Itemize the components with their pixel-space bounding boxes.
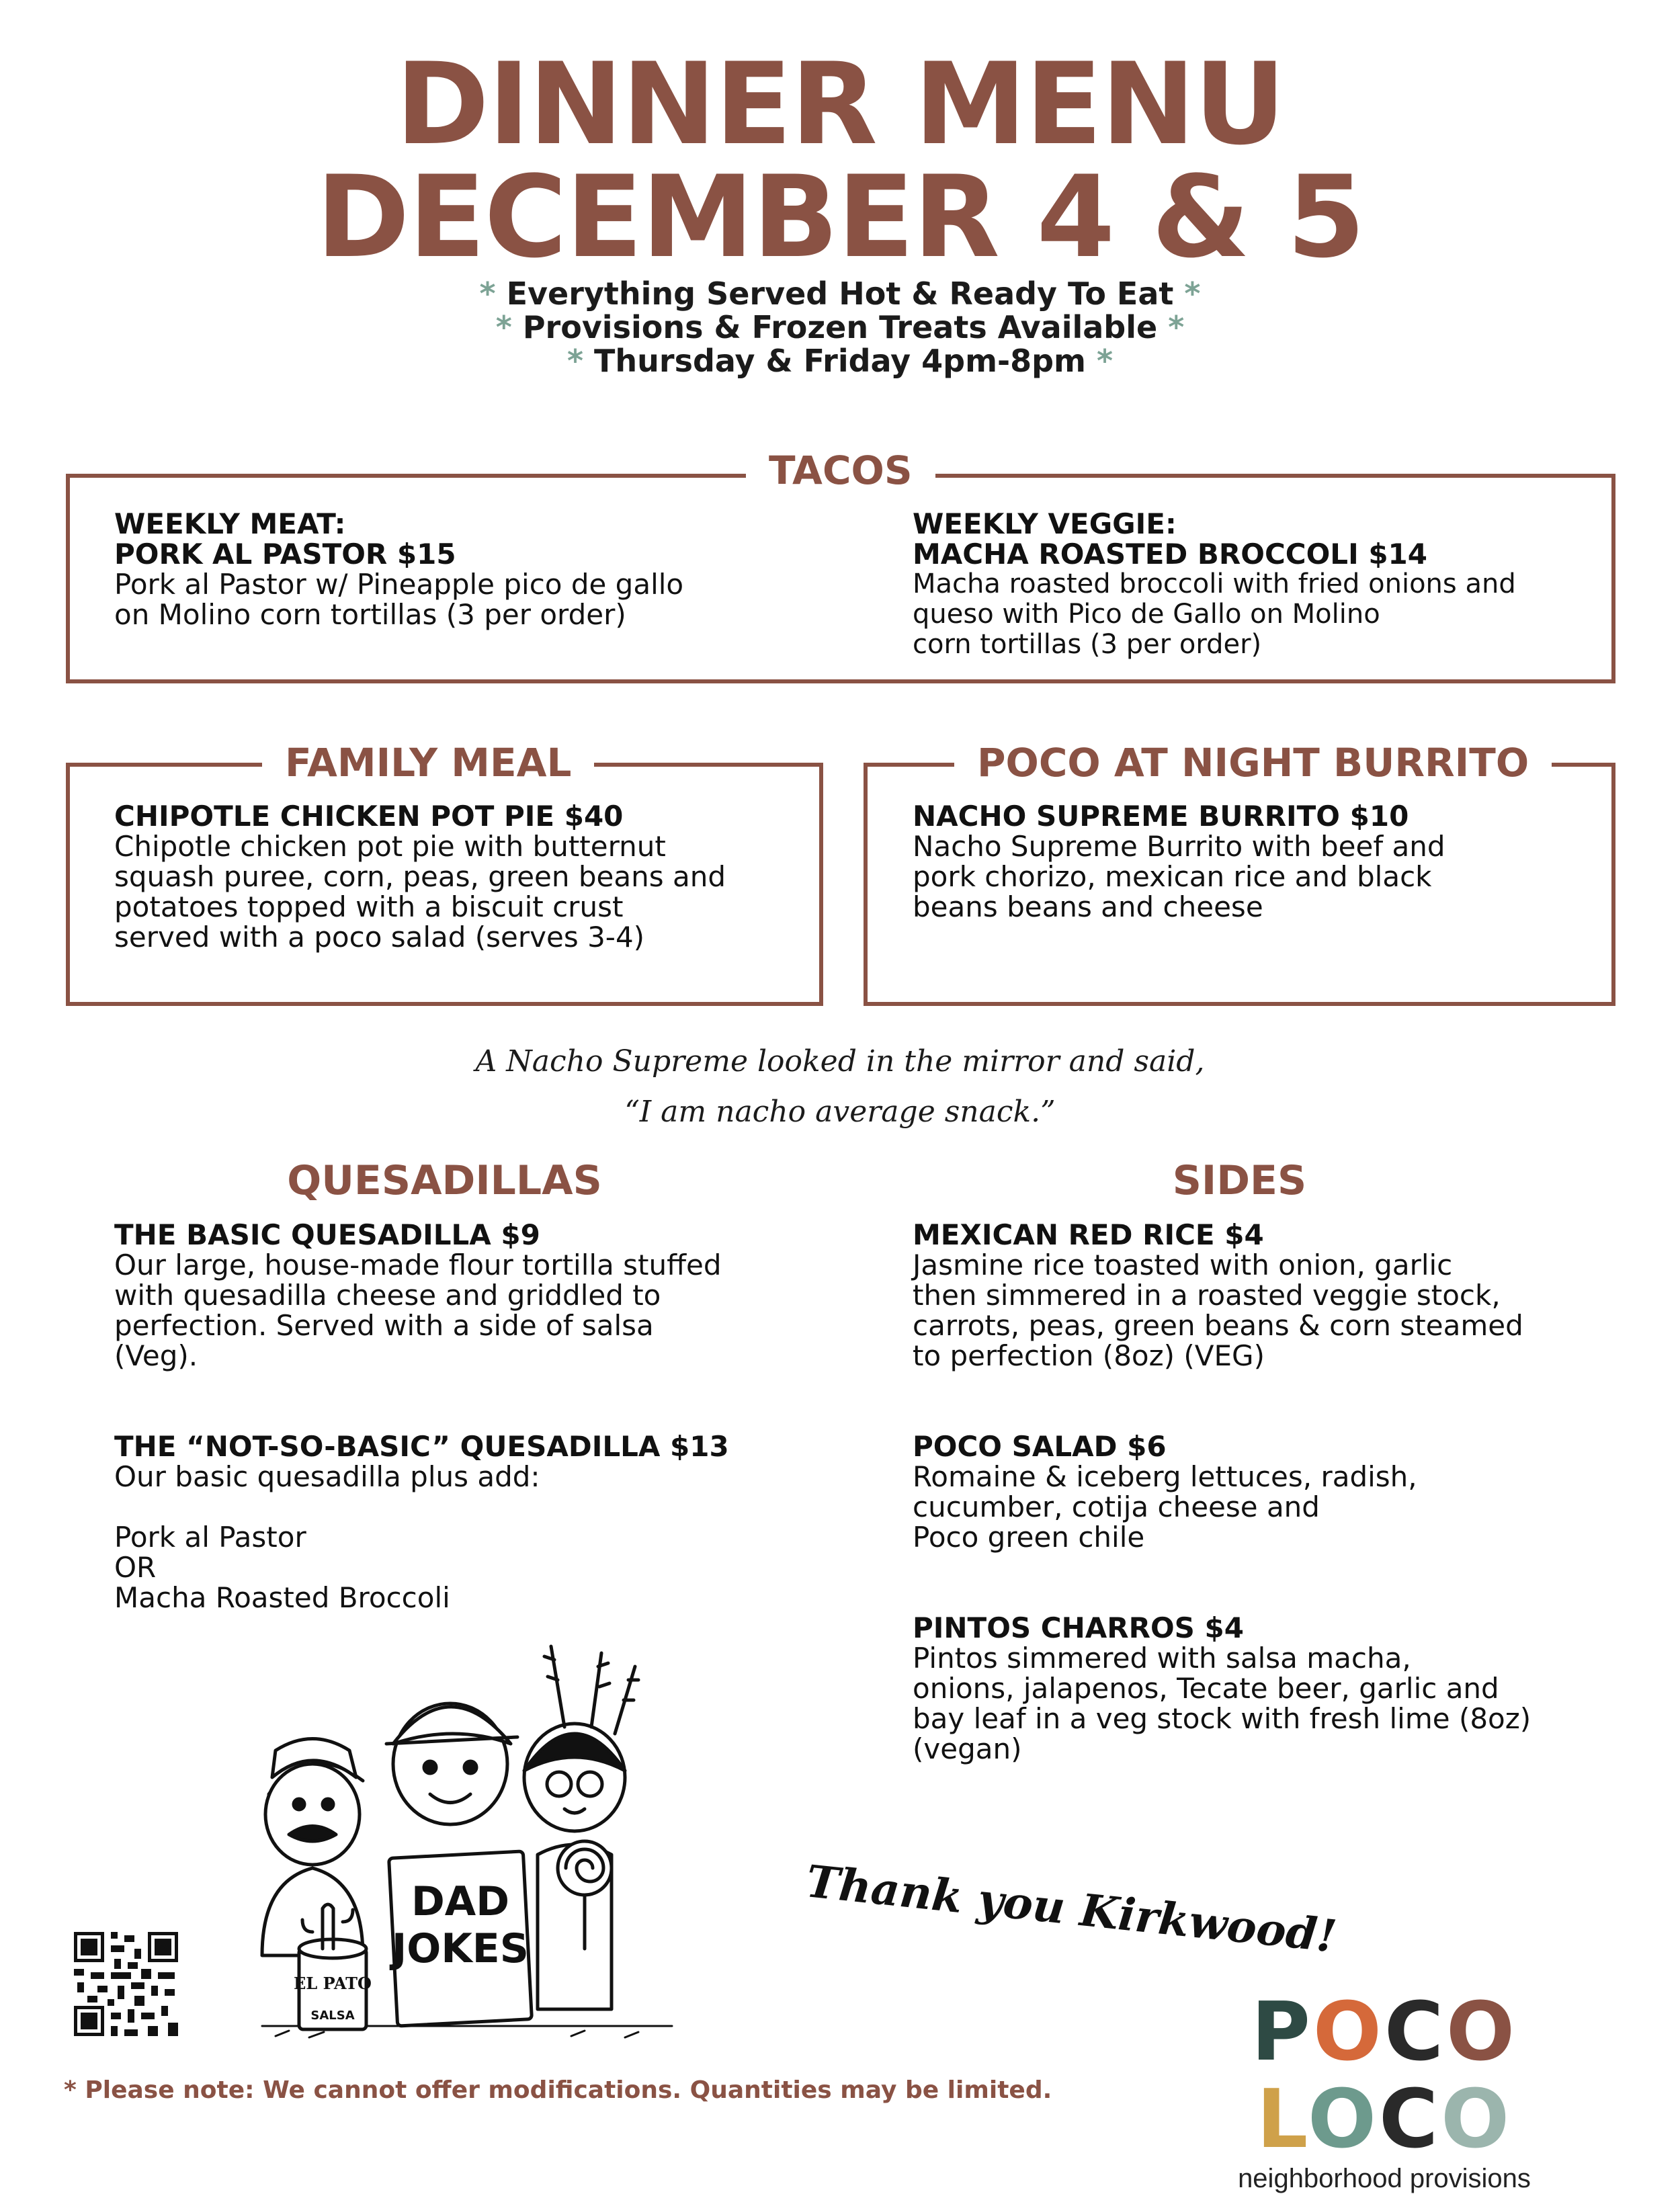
side-item-3 xyxy=(913,1613,1625,1764)
asterisk: * xyxy=(566,343,584,379)
tacos-veggie-desc-3: corn tortillas (3 per order) xyxy=(913,629,1262,660)
family-meal-desc-4: served with a poco salad (serves 3-4) xyxy=(114,921,645,954)
quesadilla-1-desc-2: with quesadilla cheese and griddled to xyxy=(114,1279,661,1312)
poco-loco-logo xyxy=(1156,1986,1613,2194)
burrito-title: POCO AT NIGHT BURRITO xyxy=(954,739,1552,786)
logo-letter: C xyxy=(1379,2073,1441,2166)
header-note-2 xyxy=(0,310,1680,344)
sign-line-1: DAD xyxy=(411,1878,510,1925)
header-note-text: Thursday & Friday 4pm-8pm xyxy=(594,343,1086,379)
quesadilla-1-desc-3: perfection. Served with a side of salsa xyxy=(114,1309,654,1342)
quesadilla-2-desc-1: Our basic quesadilla plus add: xyxy=(114,1460,540,1493)
tacos-meat xyxy=(114,509,853,630)
family-meal-desc-2: squash puree, corn, peas, green beans and xyxy=(114,860,726,893)
tacos-meat-label: WEEKLY MEAT: xyxy=(114,507,346,540)
tacos-meat-desc-1: Pork al Pastor w/ Pineapple pico de gallo xyxy=(114,568,684,601)
burrito-desc-3: beans beans and cheese xyxy=(913,890,1263,923)
quesadilla-2-desc-4: OR xyxy=(114,1551,157,1584)
tacos-veggie-name: MACHA ROASTED BROCCOLI $14 xyxy=(913,538,1427,571)
joke-line-1: A Nacho Supreme looked in the mirror and said, xyxy=(475,1044,1205,1079)
asterisk: * xyxy=(479,276,496,312)
logo-letter: O xyxy=(1312,1986,1384,2079)
quesadilla-item-1 xyxy=(114,1220,853,1371)
side-1-desc-3: carrots, peas, green beans & corn steamed xyxy=(913,1309,1523,1342)
side-item-2 xyxy=(913,1431,1625,1552)
title-line-1: DINNER MENU xyxy=(395,38,1285,170)
logo-letter: C xyxy=(1384,1986,1447,2079)
burrito-desc-1: Nacho Supreme Burrito with beef and xyxy=(913,830,1445,863)
side-1-desc-2: then simmered in a roasted veggie stock, xyxy=(913,1279,1501,1312)
tacos-veggie xyxy=(913,509,1611,660)
quesadilla-item-2 xyxy=(114,1431,853,1613)
side-1-name: MEXICAN RED RICE $4 xyxy=(913,1218,1264,1251)
side-2-desc-2: cucumber, cotija cheese and xyxy=(913,1490,1320,1523)
thank-you-text: Thank you Kirkwood! xyxy=(803,1855,1339,1963)
tacos-title: TACOS xyxy=(746,447,935,494)
joke-line-2: “I am nacho average snack.” xyxy=(624,1095,1056,1129)
qr-code[interactable] xyxy=(71,1929,181,2039)
side-1-desc-1: Jasmine rice toasted with onion, garlic xyxy=(913,1249,1453,1281)
tacos-veggie-label: WEEKLY VEGGIE: xyxy=(913,507,1177,540)
family-meal-desc-1: Chipotle chicken pot pie with butternut xyxy=(114,830,666,863)
quesadilla-2-desc-spacer xyxy=(114,1492,853,1522)
quesadillas-title: QUESADILLAS xyxy=(287,1157,602,1204)
burrito-item xyxy=(913,801,1611,922)
side-2-desc-1: Romaine & iceberg lettuces, radish, xyxy=(913,1460,1417,1493)
header-note-1 xyxy=(0,277,1680,310)
quesadilla-2-desc-5: Macha Roasted Broccoli xyxy=(114,1581,450,1614)
logo-tagline: neighborhood provisions xyxy=(1238,2164,1531,2193)
side-3-desc-1: Pintos simmered with salsa macha, xyxy=(913,1642,1411,1675)
title-line-2: DECEMBER 4 & 5 xyxy=(316,151,1364,283)
side-item-1 xyxy=(913,1220,1625,1371)
tacos-meat-name: PORK AL PASTOR $15 xyxy=(114,538,456,571)
quesadilla-2-desc-3: Pork al Pastor xyxy=(114,1521,306,1554)
side-2-name: POCO SALAD $6 xyxy=(913,1430,1167,1463)
quesadilla-2-name: THE “NOT-SO-BASIC” QUESADILLA $13 xyxy=(114,1430,729,1463)
header-note-3 xyxy=(0,344,1680,378)
side-1-desc-4: to perfection (8oz) (VEG) xyxy=(913,1339,1265,1372)
logo-letter: O xyxy=(1308,2073,1380,2166)
asterisk: * xyxy=(1096,343,1114,379)
side-3-desc-3: bay leaf in a veg stock with fresh lime (8oz) xyxy=(913,1702,1531,1735)
tacos-meat-desc-2: on Molino corn tortillas (3 per order) xyxy=(114,598,626,631)
side-3-desc-4: (vegan) xyxy=(913,1732,1022,1765)
sign-line-2: JOKES xyxy=(391,1925,530,1972)
dad-jokes-illustration xyxy=(249,1633,685,2050)
header-note-text: Everything Served Hot & Ready To Eat xyxy=(506,276,1174,312)
side-3-desc-2: onions, jalapenos, Tecate beer, garlic and xyxy=(913,1672,1499,1705)
footer-note: * Please note: We cannot offer modifications. Quantities may be limited. xyxy=(64,2076,1052,2104)
asterisk: * xyxy=(1184,276,1201,312)
logo-letter: L xyxy=(1256,2073,1308,2166)
quesadilla-1-name: THE BASIC QUESADILLA $9 xyxy=(114,1218,540,1251)
can-sub-label: SALSA xyxy=(310,2009,355,2023)
can-label: EL PATO xyxy=(294,1974,372,1993)
quesadilla-1-desc-4: (Veg). xyxy=(114,1339,198,1372)
burrito-desc-2: pork chorizo, mexican rice and black xyxy=(913,860,1432,893)
family-meal-desc-3: potatoes topped with a biscuit crust xyxy=(114,890,624,923)
header-note-text: Provisions & Frozen Treats Available xyxy=(522,309,1158,345)
family-meal-name: CHIPOTLE CHICKEN POT PIE $40 xyxy=(114,800,624,833)
asterisk: * xyxy=(495,309,512,345)
tacos-veggie-desc-1: Macha roasted broccoli with fried onions and xyxy=(913,568,1516,599)
logo-letter: O xyxy=(1441,2073,1513,2166)
family-meal-item xyxy=(114,801,813,952)
logo-wordmark xyxy=(1156,1986,1613,2166)
tacos-veggie-desc-2: queso with Pico de Gallo on Molino xyxy=(913,599,1380,630)
sides-title: SIDES xyxy=(1172,1157,1307,1204)
family-meal-title: FAMILY MEAL xyxy=(262,739,594,786)
side-2-desc-3: Poco green chile xyxy=(913,1521,1145,1554)
burrito-name: NACHO SUPREME BURRITO $10 xyxy=(913,800,1409,833)
logo-letter: O xyxy=(1446,1986,1518,2079)
asterisk: * xyxy=(1168,309,1185,345)
quesadilla-1-desc-1: Our large, house-made flour tortilla stuffed xyxy=(114,1249,722,1281)
logo-letter: P xyxy=(1251,1986,1313,2079)
side-3-name: PINTOS CHARROS $4 xyxy=(913,1611,1244,1644)
